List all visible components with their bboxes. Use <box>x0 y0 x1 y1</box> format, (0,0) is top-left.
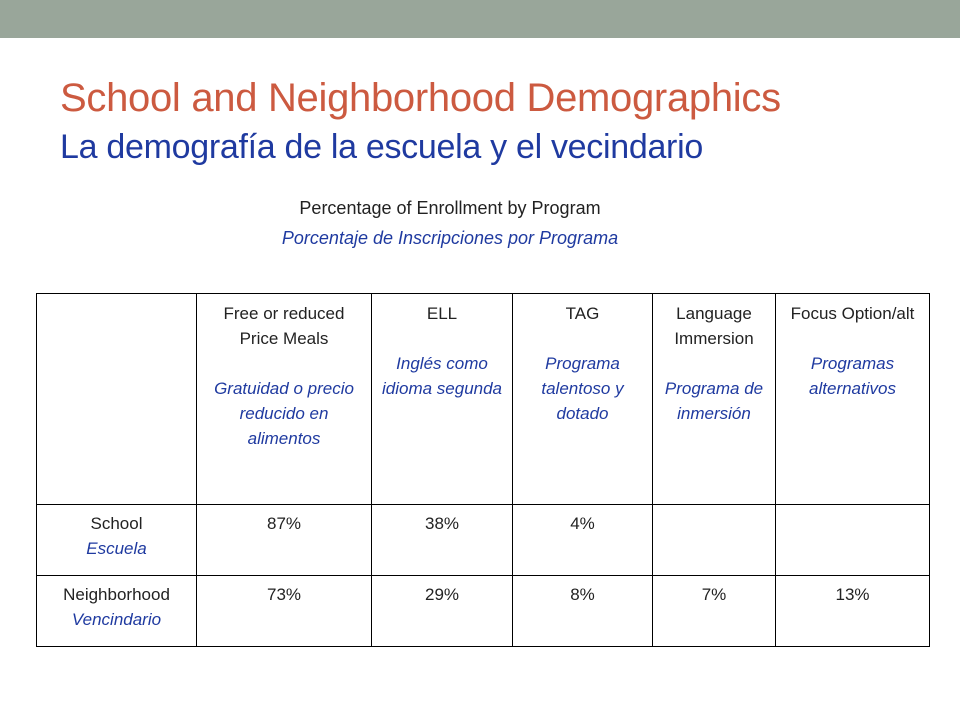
table-caption-english: Percentage of Enrollment by Program <box>299 198 601 218</box>
table-cell: 13% <box>776 576 930 647</box>
header-tag: TAG Programa talentoso y dotado <box>513 294 653 505</box>
table-cell: 7% <box>653 576 776 647</box>
header-ell: ELL Inglés como idioma segunda <box>372 294 513 505</box>
table-cell <box>653 505 776 576</box>
header-corner-cell <box>37 294 197 505</box>
row-label: Neighborhood Vencindario <box>37 576 197 647</box>
header-free-reduced-meals: Free or reduced Price Meals Gratuidad o precio reducido en alimentos <box>197 294 372 505</box>
table-cell: 8% <box>513 576 653 647</box>
row-label: School Escuela <box>37 505 197 576</box>
table-header-row <box>37 294 930 505</box>
table-row-school <box>37 505 930 576</box>
header-language-immersion: Language Immersion Programa de inmersión <box>653 294 776 505</box>
table-cell: 87% <box>197 505 372 576</box>
enrollment-table <box>36 293 930 647</box>
table-cell: 73% <box>197 576 372 647</box>
table-caption-spanish: Porcentaje de Inscripciones por Programa <box>281 228 619 248</box>
table-cell: 29% <box>372 576 513 647</box>
table-cell: 38% <box>372 505 513 576</box>
top-accent-bar <box>0 0 960 38</box>
header-focus-option: Focus Option/alt Programas alternativos <box>776 294 930 505</box>
table-cell <box>776 505 930 576</box>
table-row-neighborhood <box>37 576 930 647</box>
slide-title: School and Neighborhood Demographics <box>60 76 781 120</box>
table-cell: 4% <box>513 505 653 576</box>
slide-subtitle: La demografía de la escuela y el vecindario <box>60 128 703 166</box>
